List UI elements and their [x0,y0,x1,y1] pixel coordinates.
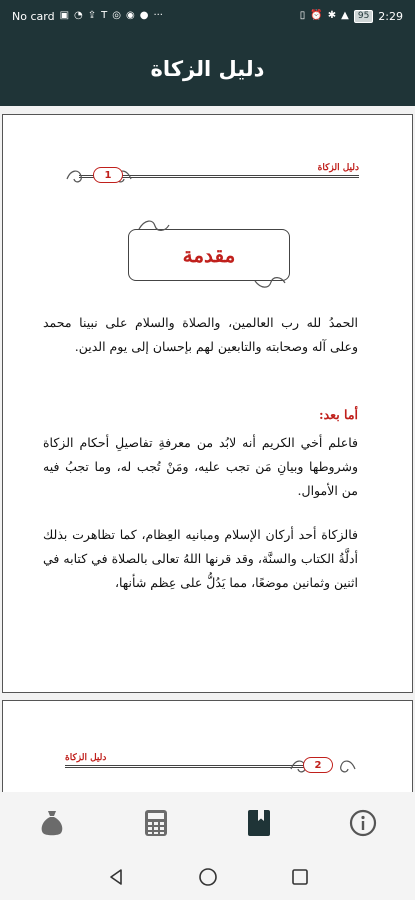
signal-icon: ▲ [341,10,349,21]
book-page-1 [2,114,413,693]
page-header-title: دليل الزكاة [317,163,359,173]
book-page-2 [2,700,413,792]
section-title: مقدمة [182,243,236,267]
sim-icon: ▣ [59,10,70,21]
nav-book-button[interactable] [229,798,289,848]
nav-zakat-button[interactable] [22,798,82,848]
bluetooth-icon: ✱ [327,10,337,21]
knowledge-paragraph: فاعلم أخي الكريم أنه لابُد من معرفةِ تفاصيلِ أحكام الزكاة وشروطها وبيانِ مَن تجب عليه، ومَنْ تُجب له، وما تجبُ فيه من الأموال. [43,435,358,498]
alarm-icon: ⏰ [310,10,323,21]
info-icon [349,809,377,837]
viber-icon: ◉ [125,10,135,21]
vibrate-icon: ▯ [299,10,306,21]
upload-icon: ⇪ [87,10,97,21]
more-icon: ··· [153,10,163,21]
page-number-badge: 1 [93,167,123,183]
page-header-title: دليل الزكاة [65,753,107,763]
home-icon[interactable] [198,867,218,887]
intro-paragraph: الحمدُ لله رب العالمين، والصلاة والسلام على نبينا محمد وعلى آله وصحابته والتابعين لهم بإحسان إلى يوم الدين. [43,315,358,354]
book-viewer[interactable] [0,106,415,792]
page-header [65,163,359,189]
nav-info-button[interactable] [333,798,393,848]
system-navigation [0,854,415,900]
app-bar [0,32,415,106]
page-header [65,753,359,779]
battery-indicator: 95 [354,10,373,23]
recents-icon[interactable] [291,868,309,886]
zakat-pillar-paragraph: فالزكاة أحد أركان الإسلام ومبانيه العِظام، كما تظاهرت بذلك أدلَّةُ الكتاب والسنَّة، وقد قرنها اللهُ تعالى بالصلاة في كتابه في اثنين وثمانين موضعًا، مما يَدُلُّ على عِظم شأنها، [43,527,358,590]
nav-calculator-button[interactable] [126,798,186,848]
app-title: دليل الزكاة [150,57,265,81]
back-icon[interactable] [107,868,125,886]
page-number-badge: 2 [303,757,333,773]
book-icon [247,809,271,837]
clock: 2:29 [378,9,403,23]
bottom-navigation [0,792,415,854]
drop-icon: ● [139,10,149,21]
header-rule [65,765,319,768]
calculator-icon [144,809,168,837]
bottom-ornament-icon [253,273,287,291]
top-ornament-icon [137,217,171,235]
wifi-icon: ◔ [74,10,83,21]
status-bar [0,0,415,32]
t-icon: T [101,10,108,21]
whatsapp-icon: ◎ [112,10,121,21]
amma-bad-heading: أما بعد: [318,407,358,422]
carrier-label: No card [12,9,55,23]
money-bag-icon [39,809,65,837]
